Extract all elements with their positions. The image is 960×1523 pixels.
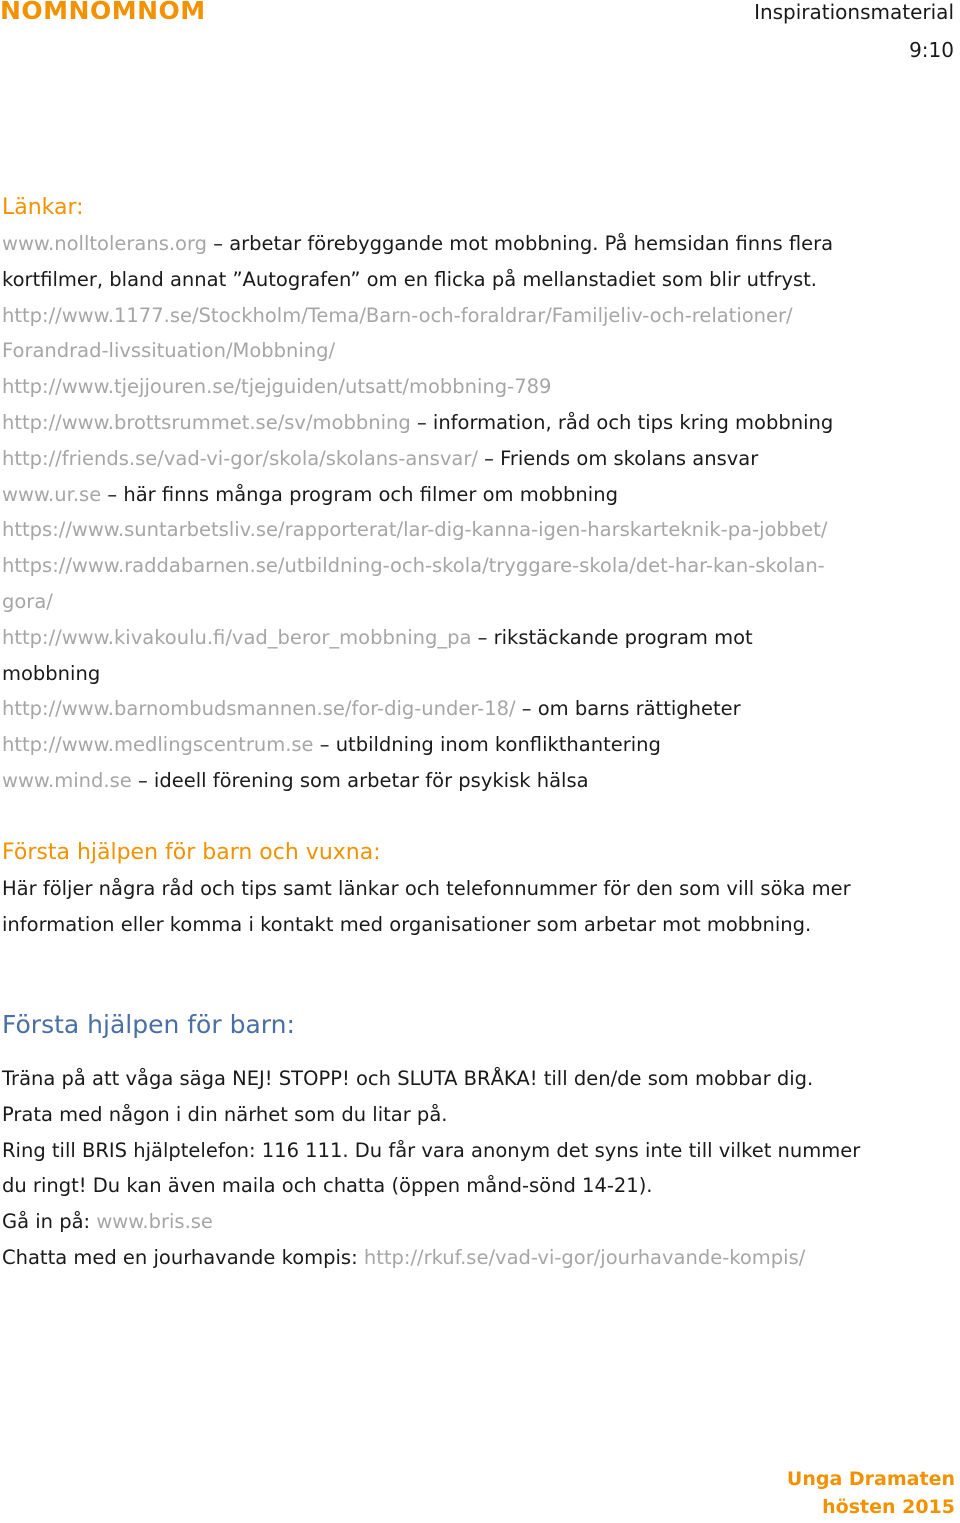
links-heading: Länkar:: [2, 195, 84, 220]
footer-season: hösten 2015: [822, 1496, 955, 1518]
advice-line: [2, 1240, 902, 1276]
footer: [787, 1465, 955, 1521]
link-line: [2, 226, 902, 262]
link-line: [2, 441, 902, 477]
separator-dash: –: [313, 733, 336, 757]
external-link[interactable]: https://www.suntarbetsliv.se/rapporterat/lar-dig-kanna-igen-harskarteknik-pa-jobbet/: [2, 518, 828, 542]
links-list: [2, 226, 902, 799]
link-description: Friends om skolans ansvar: [500, 446, 759, 470]
external-link[interactable]: Forandrad-livssituation/Mobbning/: [2, 339, 336, 363]
link-description: mobbning: [2, 661, 101, 685]
link-line: [2, 333, 902, 369]
external-link[interactable]: http://www.brottsrummet.se/sv/mobbning: [2, 410, 411, 434]
separator-dash: –: [477, 446, 501, 470]
external-link[interactable]: http://www.kivakoulu.fi/vad_beror_mobbning_pa: [2, 625, 472, 649]
link-line: [2, 262, 902, 298]
link-line: [2, 691, 902, 727]
separator-dash: –: [515, 697, 538, 721]
link-line: [2, 763, 902, 799]
brand-logo-text: NOMNOMNOM: [0, 0, 206, 25]
advice-text: Prata med någon i din närhet som du litar på.: [2, 1102, 448, 1126]
separator-dash: –: [410, 410, 433, 434]
advice-text: du ringt! Du kan även maila och chatta (öppen månd-sönd 14-21).: [2, 1174, 653, 1198]
external-link[interactable]: www.ur.se: [2, 482, 102, 506]
first-aid-all-line: Här följer några råd och tips samt länkar och telefonnummer för den som vill söka mer: [2, 876, 851, 900]
separator-dash: –: [471, 625, 494, 649]
link-line: [2, 548, 902, 584]
external-link[interactable]: www.bris.se: [96, 1210, 213, 1234]
link-description: rikstäckande program mot: [493, 625, 753, 649]
separator-dash: –: [101, 482, 124, 506]
link-line: [2, 512, 902, 548]
first-aid-all-line: information eller komma i kontakt med organisationer som arbetar mot mobbning.: [2, 912, 812, 936]
link-description: ideell förening som arbetar för psykisk hälsa: [153, 768, 589, 792]
section-title: Inspirationsmaterial: [754, 0, 954, 24]
link-line: [2, 727, 902, 763]
link-line: [2, 620, 902, 656]
advice-text: Chatta med en jourhavande kompis:: [2, 1245, 364, 1269]
advice-line: [2, 1097, 902, 1133]
link-description: arbetar förebyggande mot mobbning. På hemsidan finns flera: [229, 232, 834, 255]
advice-line: [2, 1168, 902, 1204]
external-link[interactable]: www.nolltolerans.org: [2, 232, 208, 255]
first-aid-children-heading: Första hjälpen för barn:: [2, 1010, 295, 1039]
link-line: [2, 369, 902, 405]
external-link[interactable]: http://www.medlingscentrum.se: [2, 733, 314, 757]
footer-organization: Unga Dramaten: [786, 1468, 955, 1490]
external-link[interactable]: http://www.1177.se/Stockholm/Tema/Barn-och-foraldrar/Familjeliv-och-relationer/: [2, 303, 793, 327]
link-description: här finns många program och filmer om mobbning: [123, 482, 618, 506]
link-line: [2, 477, 902, 513]
external-link[interactable]: http://www.tjejjouren.se/tjejguiden/utsatt/mobbning-789: [2, 375, 552, 399]
advice-text: Träna på att våga säga NEJ! STOPP! och SLUTA BRÅKA! till den/de som mobbar dig.: [2, 1067, 814, 1090]
first-aid-all-heading: Första hjälpen för barn och vuxna:: [2, 839, 381, 865]
page-number: 9:10: [909, 38, 954, 62]
advice-line: [2, 1204, 902, 1240]
separator-dash: –: [207, 232, 230, 255]
external-link[interactable]: gora/: [2, 589, 53, 613]
first-aid-children-list: [2, 1061, 902, 1276]
advice-line: [2, 1061, 902, 1097]
external-link[interactable]: http://rkuf.se/vad-vi-gor/jourhavande-kompis/: [363, 1245, 806, 1269]
link-line: [2, 584, 902, 620]
advice-text: Ring till BRIS hjälptelefon: 116 111. Du får vara anonym det syns inte till vilket nummer: [2, 1138, 861, 1162]
link-line: [2, 405, 902, 441]
external-link[interactable]: www.mind.se: [2, 768, 132, 792]
link-description: kortfilmer, bland annat ”Autografen” om en flicka på mellanstadiet som blir utfryst.: [2, 267, 818, 291]
external-link[interactable]: https://www.raddabarnen.se/utbildning-och-skola/tryggare-skola/det-har-kan-skolan-: [2, 554, 825, 578]
link-description: utbildning inom konflikthantering: [335, 733, 661, 757]
advice-line: [2, 1133, 902, 1169]
link-description: information, råd och tips kring mobbning: [432, 410, 834, 434]
link-line: [2, 656, 902, 692]
advice-text: Gå in på:: [2, 1210, 97, 1234]
link-line: [2, 298, 902, 334]
main-content: [2, 190, 902, 942]
link-description: om barns rättigheter: [537, 697, 741, 721]
external-link[interactable]: http://www.barnombudsmannen.se/for-dig-under-18/: [2, 697, 516, 721]
external-link[interactable]: http://friends.se/vad-vi-gor/skola/skolans-ansvar/: [2, 446, 478, 470]
separator-dash: –: [131, 768, 154, 792]
